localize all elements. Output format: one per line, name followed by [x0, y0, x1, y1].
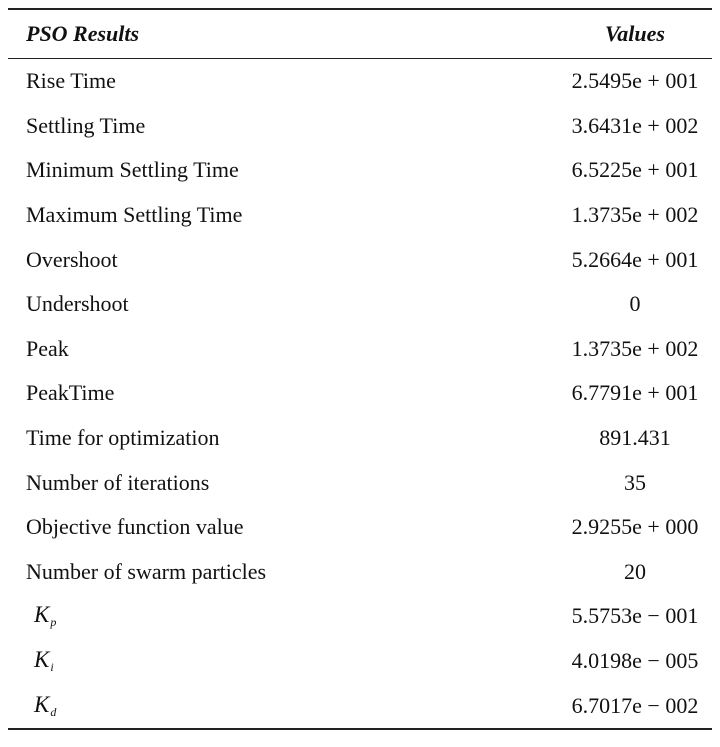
header-pso-results: PSO Results [26, 21, 140, 46]
row-value: 0 [629, 291, 641, 317]
row-value: 20 [624, 558, 646, 584]
table-row [8, 59, 712, 104]
kd-subscript: d [50, 704, 57, 719]
row-label: Undershoot [26, 291, 129, 317]
row-value: 2.5495e + 001 [571, 68, 699, 94]
row-value: 6.5225e + 001 [571, 157, 699, 183]
row-label: Overshoot [26, 246, 118, 272]
row-label-ki [8, 639, 498, 684]
row-label-kd [8, 683, 498, 729]
table-row [8, 327, 712, 372]
table-row [8, 193, 712, 238]
row-value: 3.6431e + 002 [571, 112, 699, 138]
kd-symbol [26, 692, 56, 717]
pso-results-table [8, 8, 712, 730]
k-letter: K [34, 602, 50, 628]
row-label: Rise Time [26, 68, 116, 94]
row-value: 1.3735e + 002 [571, 202, 699, 228]
table-row [8, 683, 712, 729]
row-label: PeakTime [26, 380, 115, 406]
row-label: Peak [26, 335, 69, 361]
table-row [8, 594, 712, 639]
row-value: 5.5753e − 001 [571, 603, 699, 629]
row-value: 891.431 [599, 425, 671, 451]
row-value: 1.3735e + 002 [571, 335, 699, 361]
row-label-kp [8, 594, 498, 639]
k-letter: K [34, 691, 50, 717]
table-row [8, 371, 712, 416]
row-label: Number of iterations [26, 469, 210, 495]
pso-results-table-container [8, 8, 712, 730]
table-row [8, 416, 712, 461]
row-label: Time for optimization [26, 425, 220, 451]
table-row [8, 550, 712, 595]
table-row [8, 460, 712, 505]
row-label: Objective function value [26, 514, 244, 540]
row-value: 6.7017e − 002 [571, 692, 699, 718]
kp-subscript: p [50, 615, 57, 630]
header-values: Values [605, 21, 665, 46]
row-value: 6.7791e + 001 [571, 380, 699, 406]
table-row [8, 104, 712, 149]
table-row [8, 237, 712, 282]
row-label: Minimum Settling Time [26, 157, 239, 183]
k-letter: K [34, 647, 50, 673]
kp-symbol [26, 602, 57, 630]
table-row [8, 148, 712, 193]
row-value: 2.9255e + 000 [571, 514, 699, 540]
row-label: Number of swarm particles [26, 558, 267, 584]
ki-symbol [26, 647, 54, 675]
table-row [8, 282, 712, 327]
row-value: 35 [624, 469, 646, 495]
row-value: 4.0198e − 005 [571, 648, 699, 674]
row-label: Maximum Settling Time [26, 202, 243, 228]
table-row [8, 505, 712, 550]
table-header-row [8, 9, 712, 59]
row-label: Settling Time [26, 112, 146, 138]
table-row [8, 639, 712, 684]
row-value: 5.2664e + 001 [571, 246, 699, 272]
ki-subscript: i [50, 660, 54, 675]
